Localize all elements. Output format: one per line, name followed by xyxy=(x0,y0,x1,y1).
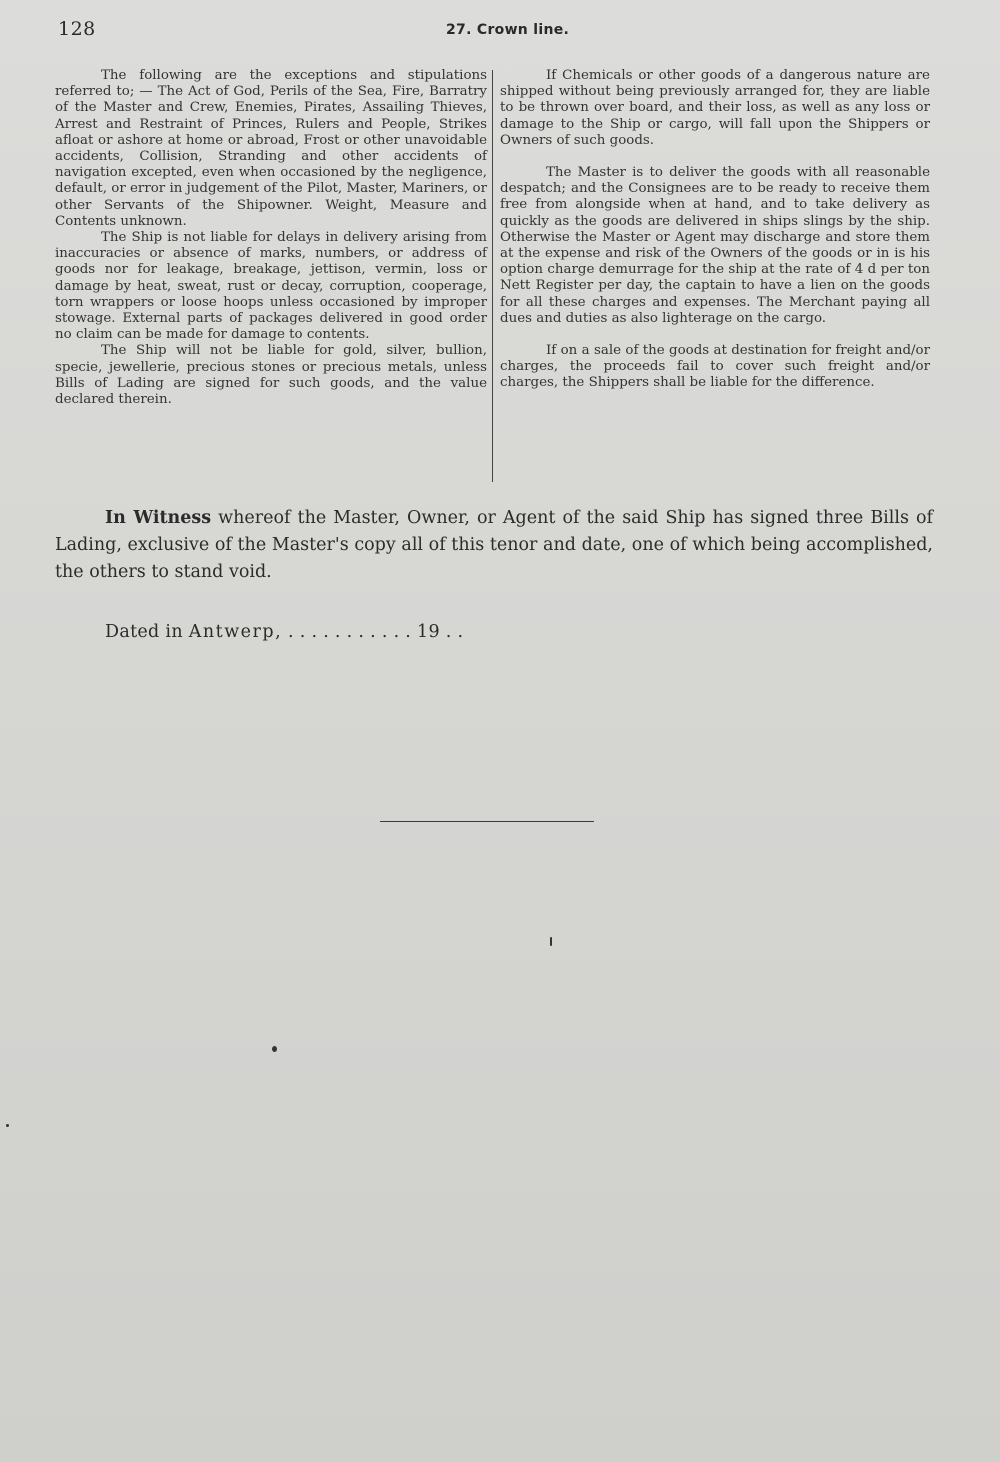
dated-dots: . . . . . . . . . . . xyxy=(282,622,418,642)
witness-lead: In Witness xyxy=(105,508,212,528)
left-column xyxy=(55,68,487,408)
dated-place: Antwerp, xyxy=(188,622,283,642)
dated-year: 19 xyxy=(417,622,440,642)
witness-clause xyxy=(55,505,933,586)
page-number: 128 xyxy=(58,18,96,40)
signature-line xyxy=(380,821,594,822)
valuables-paragraph: The Ship will not be liable for gold, silver, bullion, specie, jewellerie, precious stones or precious metals, unless Bills of Lading are signed for such goods, and the value declared therein. xyxy=(55,343,487,408)
right-column xyxy=(500,68,930,408)
dated-trail: . . xyxy=(439,622,464,642)
delays-paragraph: The Ship is not liable for delays in delivery arising from inaccuracies or absence of marks, numbers, or address of goods nor for leakage, breakage, jettison, vermin, loss or damage by heat, sweat, rust or decay, corruption, cooperage, torn wrappers or loose hoops unless occasioned by improper stowage. External parts of packages delivered in good order no claim can be made for damage to contents. xyxy=(55,230,487,343)
sale-paragraph: If on a sale of the goods at destination for freight and/or charges, the proceeds fail to cover such freight and/or charges, the Shippers shall be liable for the difference. xyxy=(500,343,930,391)
column-divider xyxy=(492,70,493,482)
delivery-paragraph: The Master is to deliver the goods with all reasonable despatch; and the Consignees are to be ready to receive them free from alongside when at hand, and to take delivery as quickly as the goods are delivered in ships slings by the ship. Otherwise the Master or Agent may discharge and store them at the expense and risk of the Owners of the goods or in is his option charge demurrage for the ship at the rate of 4 d per ton Nett Register per day, the captain to have a lien on the goods for all these charges and expenses. The Merchant paying all dues and duties as also lighterage on the cargo. xyxy=(500,165,930,326)
exceptions-paragraph: The following are the exceptions and stipulations referred to; — The Act of God, Perils of the Sea, Fire, Barratry of the Master and Crew, Enemies, Pirates, Assailing Thieves, Arrest and Restraint of Princes, Rulers and People, Strikes afloat or ashore at home or abroad, Frost or other unavoidable accidents, Collision, Stranding and other accidents of navigation excepted, even when occasioned by the negligence, default, or error in judgement of the Pilot, Master, Mariners, or other Servants of the Shipowner. Weight, Measure and Contents unknown. xyxy=(55,68,487,229)
ink-speck xyxy=(550,937,552,946)
ink-speck xyxy=(6,1124,9,1127)
witness-text: whereof the Master, Owner, or Agent of the said Ship has signed three Bills of Lading, exclusive of the Master's copy all of this tenor and date, one of which being accomplished, the others to stand void. xyxy=(55,508,933,582)
dated-line xyxy=(105,622,463,642)
chemicals-paragraph: If Chemicals or other goods of a dangerous nature are shipped without being previously arranged for, they are liable to be thrown over board, and their loss, as well as any loss or damage to the Ship or cargo, will fall upon the Shippers or Owners of such goods. xyxy=(500,68,930,148)
running-head: 27. Crown line. xyxy=(446,22,570,38)
ink-speck xyxy=(272,1046,277,1052)
dated-prefix: Dated in xyxy=(105,622,189,642)
